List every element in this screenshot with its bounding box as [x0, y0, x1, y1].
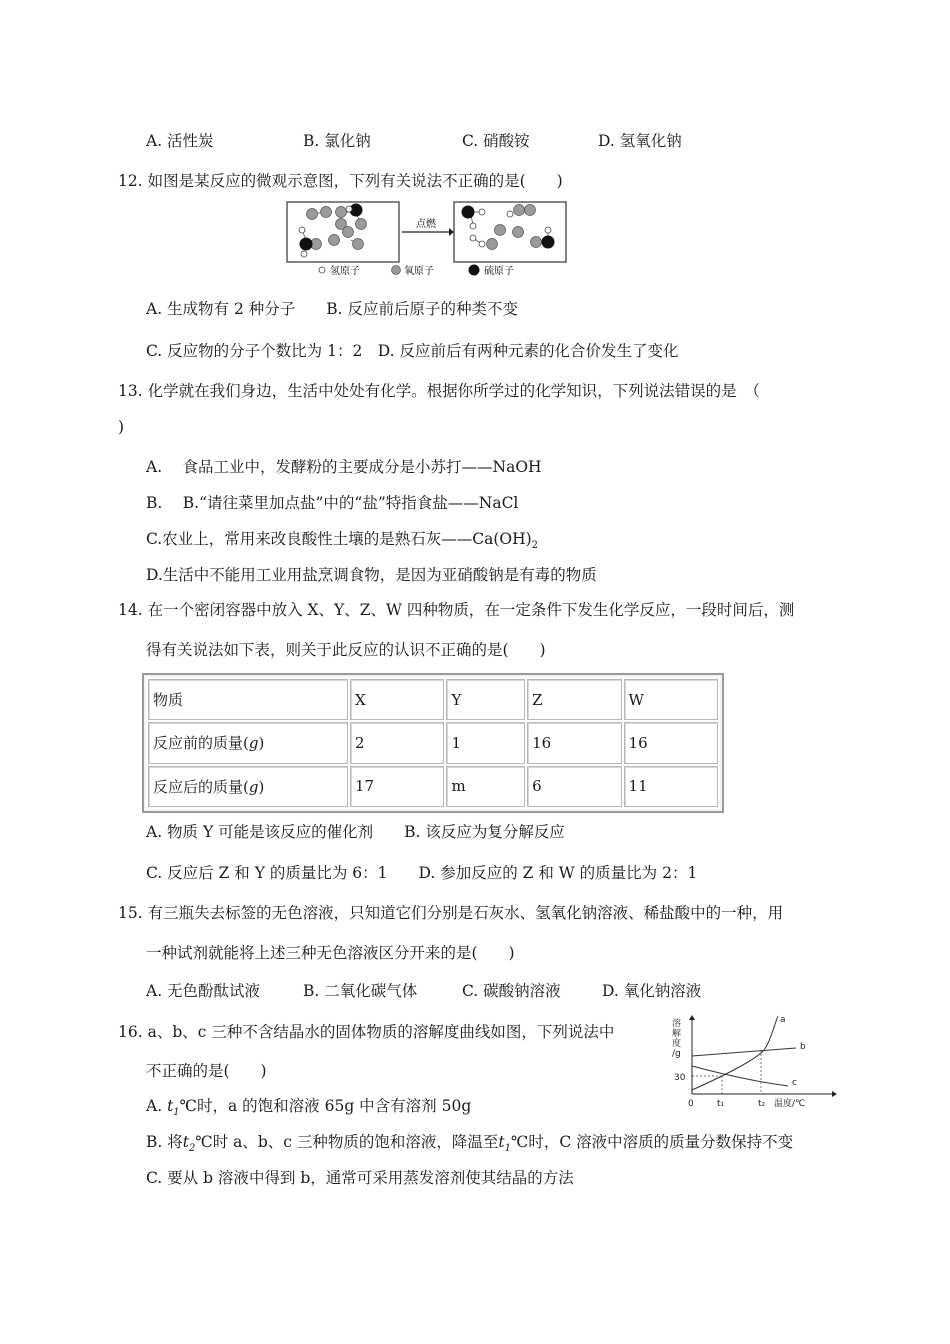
- table-header-cell: W: [624, 679, 718, 720]
- table-row: [148, 679, 718, 720]
- q16-stem-line1: 16. a、b、c 三种不含结晶水的固体物质的溶解度曲线如图，下列说法中: [118, 1023, 615, 1041]
- q12-options-line1: A. 生成物有 2 种分子 B. 反应前后原子的种类不变: [146, 300, 519, 318]
- q16-stem-line2: 不正确的是( ): [146, 1062, 267, 1080]
- q13-option-a: A. 食品工业中，发酵粉的主要成分是小苏打——NaOH: [146, 458, 542, 476]
- curve-a-label: a: [780, 1015, 786, 1025]
- q11-option-b: B. 氯化钠: [303, 132, 371, 150]
- q14-stem-line2: 得有关说法如下表，则关于此反应的认识不正确的是( ): [146, 641, 546, 659]
- q12-stem: 12. 如图是某反应的微观示意图，下列有关说法不正确的是( ): [118, 172, 563, 190]
- q15-option-a: A. 无色酚酞试液: [146, 982, 261, 1000]
- table-cell: 16: [624, 722, 718, 763]
- q13-stem-tail: ): [118, 418, 125, 436]
- table-header-cell: Y: [446, 679, 525, 720]
- y-label-1: 溶: [672, 1019, 682, 1029]
- q12-options-line2: C. 反应物的分子个数比为 1：2 D. 反应前后有两种元素的化合价发生了变化: [146, 342, 679, 360]
- table-row-label: 反应后的质量(g): [148, 766, 348, 807]
- q14-options-line1: A. 物质 Y 可能是该反应的催化剂 B. 该反应为复分解反应: [146, 823, 565, 841]
- table-row: [148, 766, 718, 807]
- x-tick-t2: t₂: [758, 1099, 766, 1109]
- q13-option-b: B. B.“请往菜里加点盐”中的“盐”特指食盐——NaCl: [146, 494, 519, 512]
- mass-table: [142, 673, 724, 813]
- q15-stem-line1: 15. 有三瓶失去标签的无色溶液，只知道它们分别是石灰水、氢氧化钠溶液、稀盐酸中的一种，用: [118, 904, 784, 922]
- q15-option-b: B. 二氧化碳气体: [303, 982, 418, 1000]
- table-header-cell: Z: [527, 679, 621, 720]
- table-cell: m: [446, 766, 525, 807]
- table-cell: 6: [527, 766, 621, 807]
- q15-stem-line2: 一种试剂就能将上述三种无色溶液区分开来的是( ): [146, 944, 515, 962]
- table-header-cell: X: [350, 679, 444, 720]
- reaction-micro-diagram: [286, 200, 568, 276]
- table-row-label: 反应前的质量(g): [148, 722, 348, 763]
- table-header-cell: 物质: [148, 679, 348, 720]
- table-cell: 17: [350, 766, 444, 807]
- q15-option-d: D. 氧化钠溶液: [602, 982, 702, 1000]
- curve-c-label: c: [792, 1078, 797, 1088]
- curve-b-label: b: [800, 1042, 806, 1052]
- legend-sulfur: 硫原子: [484, 266, 514, 276]
- table-cell: 11: [624, 766, 718, 807]
- table-cell: 16: [527, 722, 621, 763]
- x-axis-label: 温度/℃: [774, 1099, 806, 1109]
- y-label-2: 解: [672, 1029, 682, 1039]
- q16-option-b: B. 将$t_2℃$时 a、b、c 三种物质的饱和溶液，降温至$t_1℃$时，C 溶液中溶质的质量分数保持不变: [146, 1133, 794, 1155]
- table-cell: 2: [350, 722, 444, 763]
- legend-hydrogen: 氢原子: [330, 266, 360, 276]
- q15-option-c: C. 碳酸钠溶液: [462, 982, 561, 1000]
- q13-option-c: C.农业上，常用来改良酸性土壤的是熟石灰$——Ca(OH)_2$: [146, 530, 539, 552]
- q11-option-c: C. 硝酸铵: [462, 132, 530, 150]
- arrow-label: 点燃: [416, 219, 436, 230]
- q11-option-d: D. 氢氧化钠: [598, 132, 682, 150]
- y-label-3: 度: [672, 1039, 682, 1049]
- q13-stem: 13. 化学就在我们身边，生活中处处有化学。根据你所学过的化学知识，下列说法错误的是 （: [118, 382, 760, 400]
- q13-option-d: D.生活中不能用工业用盐烹调食物，是因为亚硝酸钠是有毒的物质: [146, 566, 597, 584]
- y-tick-30: 30: [674, 1073, 686, 1083]
- y-label-4: /g: [672, 1049, 681, 1059]
- q14-stem-line1: 14. 在一个密闭容器中放入 X、Y、Z、W 四种物质，在一定条件下发生化学反应，一段时间后，测: [118, 601, 795, 619]
- table-row: [148, 722, 718, 763]
- legend-oxygen: 氧原子: [404, 266, 434, 276]
- table-cell: 1: [446, 722, 525, 763]
- q14-options-line2: C. 反应后 Z 和 Y 的质量比为 6：1 D. 参加反应的 Z 和 W 的质量比为 2：1: [146, 864, 698, 882]
- x-tick-t1: t₁: [717, 1099, 725, 1109]
- x-tick-0: 0: [688, 1099, 694, 1109]
- q16-option-a: A. $t_1℃$时，a 的饱和溶液 65g 中含有溶剂 50g: [146, 1097, 472, 1119]
- q16-option-c: C. 要从 b 溶液中得到 b，通常可采用蒸发溶剂使其结晶的方法: [146, 1169, 574, 1187]
- solubility-curve-graph: [668, 1014, 840, 1112]
- q11-option-a: A. 活性炭: [146, 132, 214, 150]
